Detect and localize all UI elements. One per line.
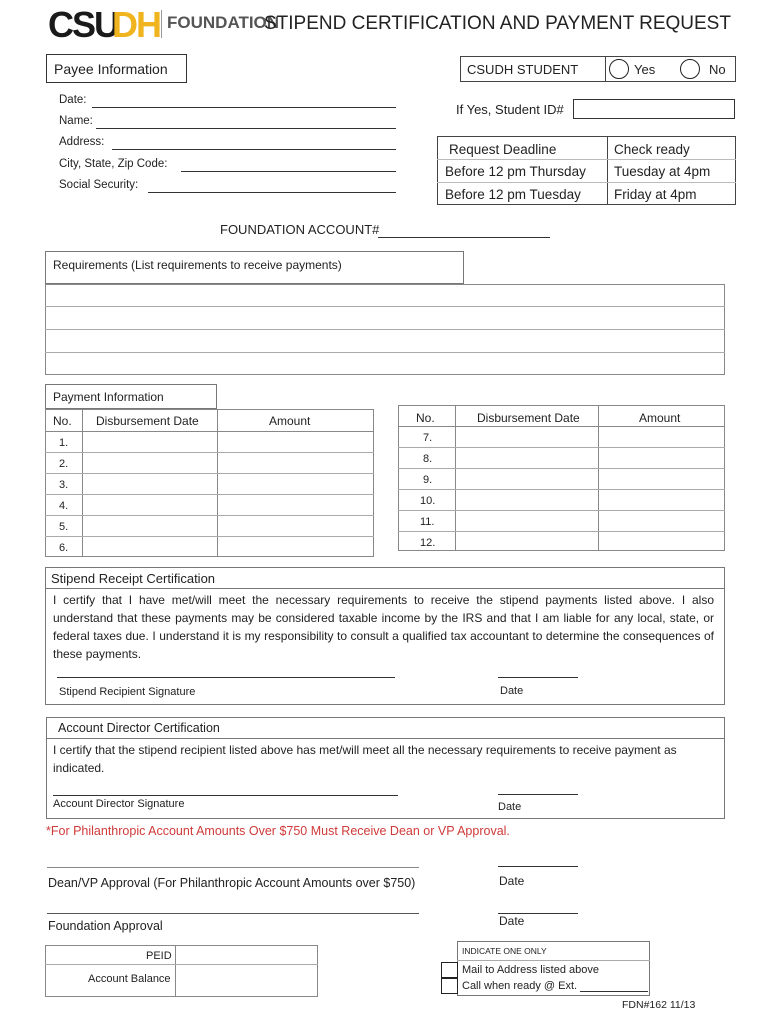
payment-num-1: 1. [59, 437, 69, 449]
student-yes-label: Yes [634, 62, 656, 77]
director-text: I certify that the stipend recipient listed above has met/will meet all the necessary requirements to receive payment as indicated. [53, 743, 677, 775]
payment-num-12: 12. [420, 537, 436, 549]
receipt-date-label: Date [500, 685, 524, 697]
receipt-date-line[interactable] [498, 677, 578, 678]
payee-address-field[interactable] [112, 149, 396, 150]
payment-right-row-divider [398, 531, 725, 532]
student-no-label: No [709, 62, 726, 77]
payment-left-row-divider [45, 473, 374, 474]
account-balance-label: Account Balance [88, 973, 171, 985]
payee-header: Payee Information [54, 61, 168, 77]
student-divider [605, 56, 606, 82]
call-option-label: Call when ready @ Ext. [462, 980, 578, 992]
deadline-row-divider-1 [437, 159, 736, 160]
payment-right-col-amount: Amount [639, 411, 681, 425]
logo-foundation: FOUNDATION [167, 13, 280, 32]
payment-left-col-date: Disbursement Date [96, 414, 199, 428]
logo-divider [161, 10, 162, 38]
payment-left-row-divider [45, 536, 374, 537]
payee-address-label: Address: [59, 136, 105, 148]
payment-right-row-divider [398, 447, 725, 448]
foundation-account-label: FOUNDATION ACCOUNT# [220, 222, 380, 237]
payment-num-4: 4. [59, 500, 69, 512]
payment-left-col-no: No. [53, 414, 72, 428]
deadline-row2-request: Before 12 pm Tuesday [445, 187, 581, 202]
payment-num-9: 9. [423, 474, 433, 486]
director-date-label: Date [498, 801, 522, 813]
requirements-line-3[interactable] [45, 352, 725, 353]
receipt-text: I certify that I have met/will meet the necessary requirements to receive the stipend payments listed above. I also understand that these payments may be considered taxable income by the IRS and that I am liable for any local, state, or federal taxes due. I understand it is my responsibility to consult a qualified tax accountant to determine the consequences of these payments. [53, 593, 714, 661]
logo [48, 4, 280, 45]
payment-left-row-divider [45, 494, 374, 495]
foundation-approval-label: Foundation Approval [48, 919, 163, 933]
indicate-divider [457, 960, 650, 961]
deadline-header-check: Check ready [614, 142, 690, 157]
dean-signature-line[interactable] [47, 867, 419, 868]
payment-right-row-divider [398, 426, 725, 427]
account-balance-input[interactable] [176, 965, 317, 996]
director-signature-label: Account Director Signature [53, 798, 185, 810]
director-header: Account Director Certification [58, 721, 220, 735]
logo-csu: CSU [48, 4, 119, 45]
dean-label: Dean/VP Approval (For Philanthropic Account Amounts over $750) [48, 876, 416, 890]
payment-right-row-divider [398, 510, 725, 511]
payment-right-row-divider [398, 468, 725, 469]
receipt-signature-label: Stipend Recipient Signature [59, 686, 196, 698]
payee-name-field[interactable] [96, 128, 396, 129]
payment-num-10: 10. [420, 495, 436, 507]
student-no-radio[interactable] [680, 59, 700, 79]
peid-input[interactable] [176, 946, 317, 963]
student-yes-radio[interactable] [609, 59, 629, 79]
deadline-col-divider [607, 136, 608, 205]
payee-city-label: City, State, Zip Code: [59, 158, 168, 170]
deadline-row-divider-2 [437, 182, 736, 183]
call-ext-field[interactable] [580, 991, 648, 992]
payment-right-row-divider [398, 489, 725, 490]
payment-num-7: 7. [423, 432, 433, 444]
foundation-date-label: Date [499, 914, 525, 928]
receipt-signature-line[interactable] [57, 677, 395, 678]
payee-date-label: Date: [59, 94, 87, 106]
director-date-line[interactable] [498, 794, 578, 795]
student-id-label: If Yes, Student ID# [456, 102, 564, 117]
peid-label: PEID [146, 950, 172, 962]
payment-right-col-date: Disbursement Date [477, 411, 580, 425]
mail-checkbox[interactable] [441, 962, 458, 978]
deadline-row2-check: Friday at 4pm [614, 187, 697, 202]
payment-num-3: 3. [59, 479, 69, 491]
foundation-signature-line[interactable] [47, 913, 419, 914]
requirements-header: Requirements (List requirements to receive payments) [53, 258, 342, 272]
page-title: STIPEND CERTIFICATION AND PAYMENT REQUEST [264, 13, 731, 34]
payment-num-11: 11. [420, 516, 435, 528]
form-number: FDN#162 11/13 [622, 999, 696, 1011]
payee-name-label: Name: [59, 115, 93, 127]
deadline-row1-check: Tuesday at 4pm [614, 164, 711, 179]
payment-right-col-no: No. [416, 411, 435, 425]
payment-left-col-amount: Amount [269, 414, 311, 428]
indicate-header: INDICATE ONE ONLY [462, 946, 547, 956]
payee-date-field[interactable] [92, 107, 396, 108]
foundation-account-field[interactable] [378, 237, 550, 238]
dean-date-line[interactable] [498, 866, 578, 867]
deadline-row1-request: Before 12 pm Thursday [445, 164, 586, 179]
deadline-header-request: Request Deadline [449, 142, 557, 157]
mail-option-label: Mail to Address listed above [462, 964, 599, 976]
payment-num-2: 2. [59, 458, 69, 470]
call-checkbox[interactable] [441, 978, 458, 994]
student-id-input[interactable] [573, 99, 735, 119]
payment-header: Payment Information [53, 390, 164, 404]
payment-left-row-divider [45, 431, 374, 432]
student-label: CSUDH STUDENT [467, 62, 579, 77]
requirements-line-2[interactable] [45, 329, 725, 330]
receipt-header: Stipend Receipt Certification [51, 571, 216, 586]
logo-dh: DH [112, 4, 160, 45]
director-signature-line[interactable] [53, 795, 398, 796]
payment-left-row-divider [45, 452, 374, 453]
payee-ssn-label: Social Security: [59, 179, 139, 191]
payee-city-field[interactable] [181, 171, 396, 172]
payment-num-5: 5. [59, 521, 69, 533]
payee-ssn-field[interactable] [148, 192, 396, 193]
approval-note: *For Philanthropic Account Amounts Over $750 Must Receive Dean or VP Approval. [46, 824, 510, 838]
payment-left-row-divider [45, 515, 374, 516]
dean-date-label: Date [499, 874, 525, 888]
requirements-line-1[interactable] [45, 306, 725, 307]
payment-num-8: 8. [423, 453, 433, 465]
payment-num-6: 6. [59, 542, 69, 554]
